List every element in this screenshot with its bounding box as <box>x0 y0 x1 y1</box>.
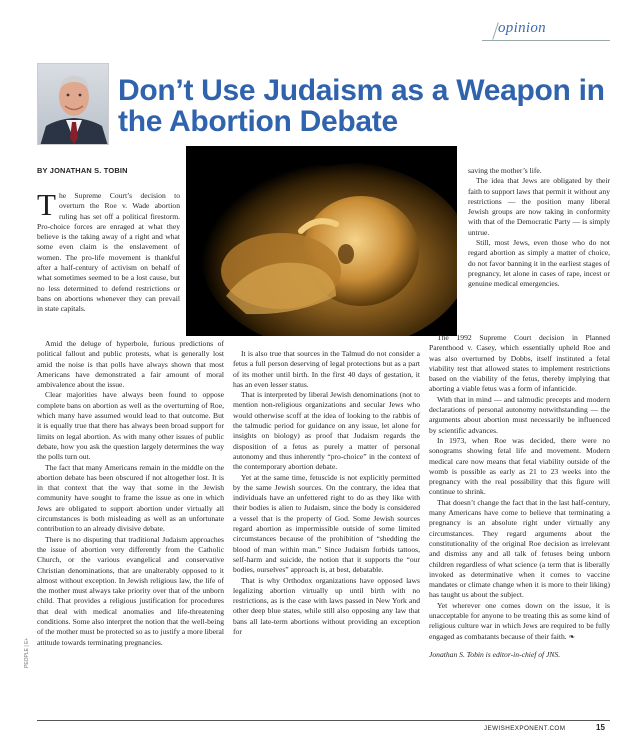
paragraph: The 1992 Supreme Court decision in Planned Parenthood v. Casey, which essentially upheld Roe and was also overturned by Dobbs, itself instituted a fetal viability test that allowed states to implement restrictions based on the viability of the fetus, thereby implying that aborting a viable fetus was a form of infanticide. <box>429 333 610 394</box>
author-tagline: Jonathan S. Tobin is editor-in-chief of JNS. <box>429 649 561 659</box>
footer-url: JEWISHEXPONENT.COM <box>484 725 566 732</box>
paragraph: Yet at the same time, fetuscide is not explicitly permitted by the same Jewish sources. On the contrary, the idea that individuals have an unfettered right to do as they like with their bodies is alien to Judaism, since the body is considered a vessel that is the property of God. Some Jewish sources regard abortion as impermissible outside of some limited circumstances because of the prohibition of “shedding the blood of man within man.” Since Judaism forbids tattoos, self-harm and suicide, the notion that it supports the “our bodies, ourselves” approach is, at best, debatable. <box>233 472 420 575</box>
paragraph <box>429 601 610 642</box>
byline: BY JONATHAN S. TOBIN <box>37 166 128 175</box>
paragraph: That is interpreted by liberal Jewish denominations (not to mention non-religious organizations and secular Jews who would otherwise scoff at the idea of looking to the rabbis of the talmudic period for guidance on any issue, let alone for insights on biology) as proof that Judaism regards the disposition of a fetus as purely a matter of personal autonomy and thus inherently “pro-choice” in the context of the contemporary abortion debate. <box>233 390 420 472</box>
paragraph: In 1973, when Roe was decided, there were no sonograms showing fetal life and movement. Modern medical care now means that fetal viability outside of the womb is possible as early as 21 to 23 weeks into the pregnancy with the real possibility that this figure will continue to shrink. <box>429 435 610 497</box>
kicker-rule <box>482 40 610 41</box>
paragraph: That doesn’t change the fact that in the last half-century, many Americans have come to believe that terminating a pregnancy is an absolute right under virtually any circumstances. They regard arguments about the constitutionality of the original Roe decision as irrelevant and dismiss any and all talk of fetuses being unborn children regardless of what science (a term that is liberally invoked as determinative when it comes to vaccine mandates or climate change when it is more to their liking) has taught us about the subject. <box>429 497 610 600</box>
article-text-col-3-top <box>468 166 610 290</box>
article-text-col-2 <box>233 349 420 637</box>
article-text-col-1 <box>37 339 224 648</box>
paragraph: There is no disputing that traditional Judaism approaches the issue of abortion very differently from the Catholic Church, or the various evangelical and conservative Christian denominations, that are unalterably opposed to it almost without exception. In Jewish religious law, the life of the mother must always take priority over that of the unborn child. That provides a religious justification for procedures that deal with medical anomalies and life-threatening conditions. Some also interpret the notion that the well-being of the mother must be protected so as to justify a more liberal attitude towards terminating pregnancies. <box>37 534 224 647</box>
paragraph: saving the mother’s life. <box>468 166 542 175</box>
article-headline: Don’t Use Judaism as a Weapon in the Abortion Debate <box>118 74 605 138</box>
paragraph: Clear majorities have always been found to oppose complete bans on abortion as well as the overturning of Roe, which many have assumed would lead to that outcome. But it is equally true that there has always been broad support for limits on legal abortion. As with many other issues of public debate, how you ask the question largely determines the way the polls turn out. <box>37 390 224 462</box>
paragraph: Amid the deluge of hyperbole, furious predictions of political fallout and public protests, what is generally lost amid the noise is that polls have always shown that most Americans have demonstrated a fair amount of moral ambivalence about the issue. <box>37 339 224 390</box>
drop-cap: T <box>37 187 56 222</box>
sonogram-image <box>186 146 457 336</box>
page-number: 15 <box>596 723 605 732</box>
image-credit: PEOPLE | E+ <box>24 637 30 668</box>
paragraph: Still, most Jews, even those who do not regard abortion as simply a matter of choice, do not favor banning it in the earliest stages of pregnancy, let alone in cases of rape, incest or genuine medical emergencies. <box>468 238 610 289</box>
paragraph: With that in mind — and talmudic precepts and modern declarations of personal autonomy notwithstanding — the arguments about abortion must necessarily be influenced by scientific advances. <box>429 394 610 435</box>
section-kicker: opinion <box>498 20 546 36</box>
footer-rule <box>37 720 610 721</box>
paragraph: The idea that Jews are obligated by their faith to support laws that permit it without any restrictions — the position many liberal Jewish groups are now taking in conformity with that of the Democratic Party — is simply untrue. <box>468 176 610 237</box>
paragraph-text: Yet wherever one comes down on the issue, it is unacceptable for anyone to be treating this as some kind of religious culture war in which Jews are required to be fully engaged as combatants because of their faith. <box>429 600 610 641</box>
end-mark-icon: ❧ <box>568 631 575 641</box>
article-text-col-1-top <box>37 187 180 315</box>
author-photo <box>37 63 109 145</box>
paragraph: That is why Orthodox organizations have opposed laws legalizing abortion virtually up until birth with no restrictions, as is the case with laws passed in New York and other deep blue states, while still also opposing any law that bans all late-term abortions without providing an exception for <box>233 575 420 637</box>
paragraph: It is also true that sources in the Talmud do not consider a fetus a full person deserving of legal protections but as a part of its mother until birth. In the first 40 days of gestation, it has an even lesser status. <box>233 349 420 389</box>
article-text-col-3 <box>429 333 610 660</box>
paragraph: he Supreme Court’s decision to overturn the Roe v. Wade abortion ruling has set off a political firestorm. Pro-choice forces are enraged at what they believe is the taking away of a right and what some even claim is the enslavement of women. The pro-life movement is thankful after a half-century of activism on behalf of what sometimes seemed to be a lost cause, but no less determined to defend restrictions or bans on abortions whenever they can prevail in state capitals. <box>37 191 180 314</box>
paragraph: The fact that many Americans remain in the middle on the abortion debate has been obscured if not altogether lost. It is in that context that the way that some in the Jewish community have sought to frame the issue as one in which Jews are obligated to support abortion under virtually all circumstances is both misleading as well as an unfortunate contribution to an already divisive debate. <box>37 462 224 534</box>
